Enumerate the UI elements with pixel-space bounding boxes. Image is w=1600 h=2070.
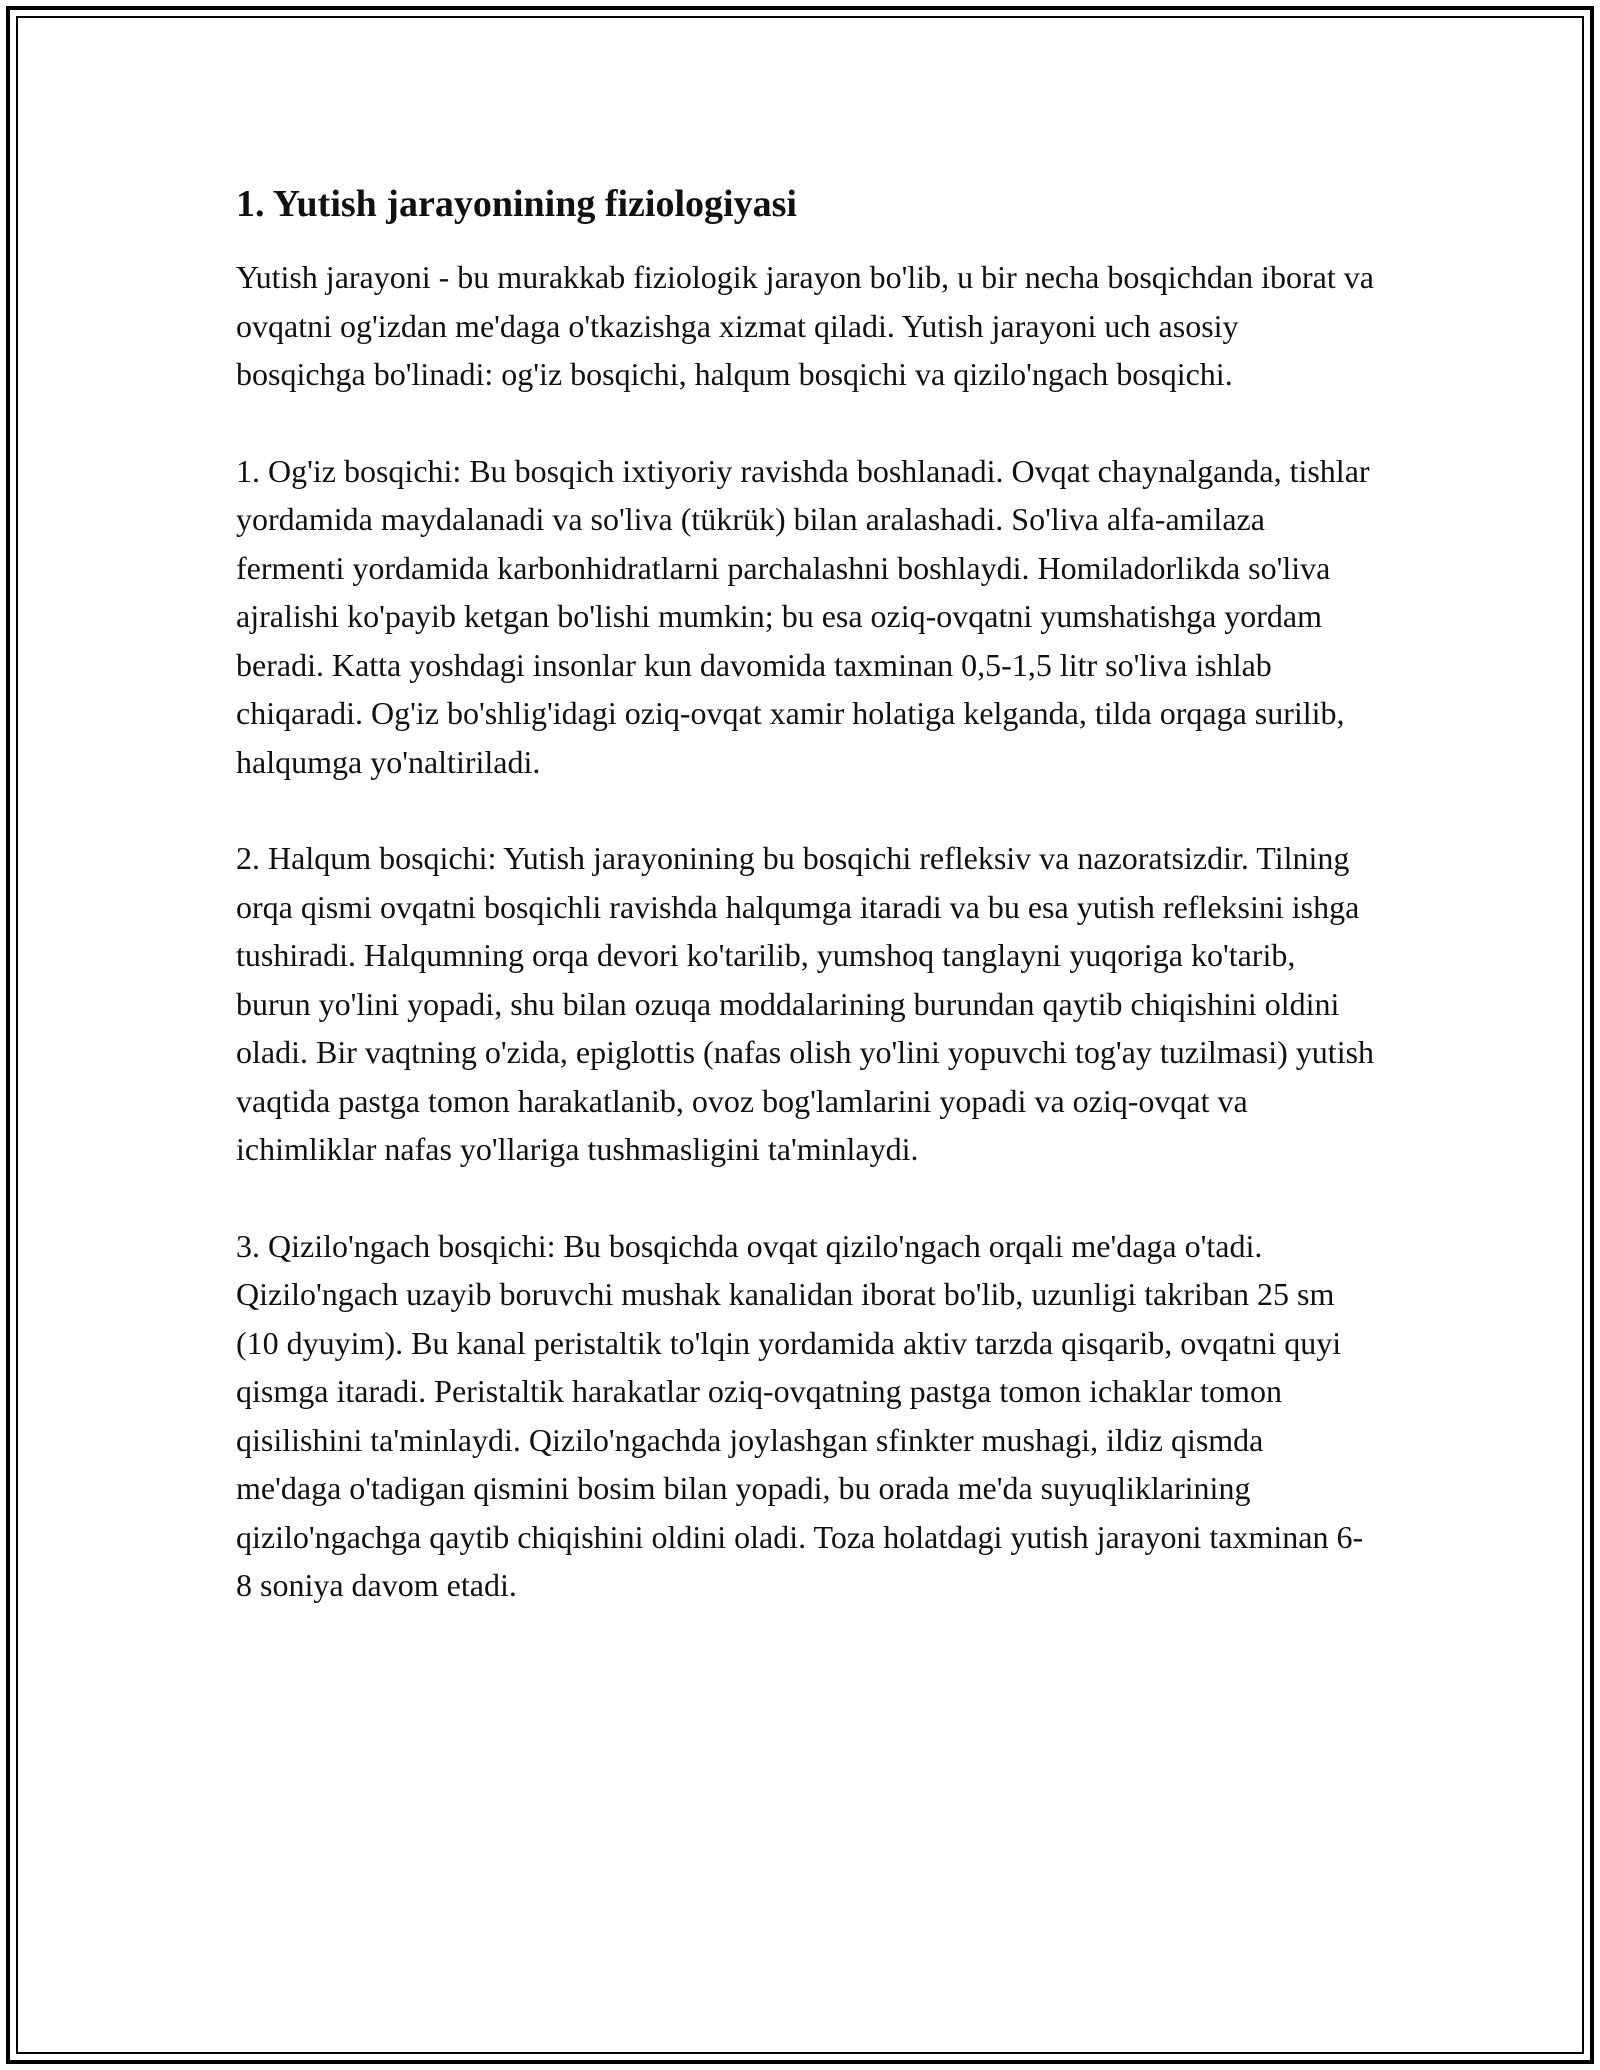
document-title: 1. Yutish jarayonining fiziologiyasi xyxy=(236,183,797,225)
paragraph-pharyngeal-phase: 2. Halqum bosqichi: Yutish jarayonining bu bosqichi refleksiv va nazoratsizdir. Tilning orqa qismi ovqatni bosqichli ravishda halqumga itaradi va bu esa yutish refleksini ishga tushiradi. Halqumning orqa devori ko'tarilib, yumshoq tanglayni yuqoriga ko'tarib, burun yo'lini yopadi, shu bilan ozuqa moddalarining burundan qaytib chiqishini oldini oladi. Bir vaqtning o'zida, epiglottis (nafas olish yo'lini yopuvchi tog'ay tuzilmasi) yutish vaqtida pastga tomon harakatlanib, ovoz bog'lamlarini yopadi va oziq-ovqat va ichimliklar nafas yo'llariga tushmasligini ta'minlaydi. xyxy=(236,840,1375,1168)
paragraph-intro: Yutish jarayoni - bu murakkab fiziologik jarayon bo'lib, u bir necha bosqichdan iborat va ovqatni og'izdan me'daga o'tkazishga xizmat qiladi. Yutish jarayoni uch asosiy bosqichga bo'linadi: og'iz bosqichi, halqum bosqichi va qizilo'ngach bosqichi. xyxy=(236,259,1374,393)
paragraph-oral-phase: 1. Og'iz bosqichi: Bu bosqich ixtiyoriy ravishda boshlanadi. Ovqat chaynalganda, tishlar yordamida maydalanadi va so'liva (tükrük) bilan aralashadi. So'liva alfa-amilaza fermenti yordamida karbonhidratlarni parchalashni boshlaydi. Homiladorlikda so'liva ajralishi ko'payib ketgan bo'lishi mumkin; bu esa oziq-ovqatni yumshatishga yordam beradi. Katta yoshdagi insonlar kun davomida taxminan 0,5-1,5 litr so'liva ishlab chiqaradi. Og'iz bo'shlig'idagi oziq-ovqat xamir holatiga kelganda, tilda orqaga surilib, halqumga yo'naltiriladi. xyxy=(236,452,1370,780)
document-body xyxy=(236,180,1376,1658)
paragraph-esophageal-phase: 3. Qizilo'ngach bosqichi: Bu bosqichda ovqat qizilo'ngach orqali me'daga o'tadi. Qizilo'ngach uzayib boruvchi mushak kanalidan iborat bo'lib, uzunligi takriban 25 sm (10 dyuyim). Bu kanal peristaltik to'lqin yordamida aktiv tarzda qisqarib, ovqatni quyi qismga itaradi. Peristaltik harakatlar oziq-ovqatning pastga tomon ichaklar tomon qisilishini ta'minlaydi. Qizilo'ngachda joylashgan sfinkter mushagi, ildiz qismda me'daga o'tadigan qismini bosim bilan yopadi, bu orada me'da suyuqliklarining qizilo'ngachga qaytib chiqishini oldini oladi. Toza holatdagi yutish jarayoni taxminan 6-8 soniya davom etadi. xyxy=(236,1227,1364,1604)
